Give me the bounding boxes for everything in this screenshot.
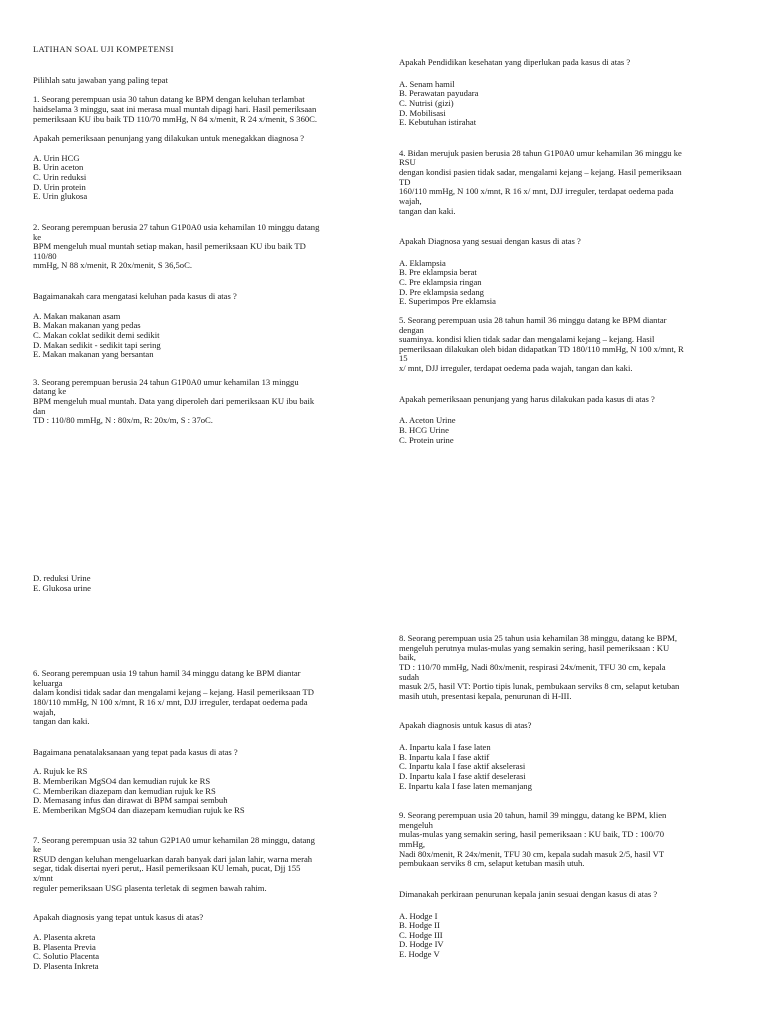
question-text-line: wajah,	[33, 706, 56, 717]
option: C. Hodge III	[399, 929, 443, 940]
question-text-line: baik,	[399, 652, 416, 663]
option: E. Superimpos Pre eklamsia	[399, 296, 496, 307]
question-prompt: Apakah pemeriksaan penunjang yang harus dilakukan pada kasus di atas ?	[399, 393, 655, 404]
question-prompt: Apakah Diagnosa yang sesuai dengan kasus di atas ?	[399, 236, 581, 247]
option: E. Urin glukosa	[33, 191, 88, 202]
option: C. Urin reduksi	[33, 172, 87, 182]
option: A. Urin HCG	[33, 152, 80, 163]
question-text-line: 110/80	[33, 250, 57, 261]
question-prompt: Dimanakah perkiraan penurunan kepala janin sesuai dengan kasus di atas ?	[399, 888, 658, 899]
option: B. Makan makanan yang pedas	[33, 320, 141, 331]
option: D. Plasenta Inkreta	[33, 960, 99, 971]
question-text-line: pemeriksaan KU ibu baik TD 110/70 mmHg, N 84 x/menit, R 24 x/menit, S 360C.	[33, 113, 318, 124]
question-text-line: 1. Seorang perempuan usia 30 tahun datang ke BPM dengan keluhan terlambat	[33, 94, 305, 105]
option: A. Senam hamil	[399, 78, 455, 89]
question-text-line: sudah	[399, 671, 420, 682]
option: C. Makan coklat sedikit demi sedikit	[33, 329, 160, 340]
option: A. Eklampsia	[399, 257, 446, 268]
option: B. Urin aceton	[33, 162, 84, 173]
question-edu	[399, 58, 734, 128]
question-text-line: dengan kondisi pasien tidak sadar, mengalami kejang – kejang. Hasil pemeriksaan	[399, 167, 682, 177]
question-text-line: dan	[33, 405, 46, 416]
question-text-line: tangan dan kaki.	[399, 205, 456, 216]
option: C. Inpartu kala I fase aktif akselerasi	[399, 761, 526, 772]
question-2	[33, 223, 368, 360]
question-text-line: RSUD dengan keluhan mengeluarkan darah banyak dari jalan lahir, warna merah	[33, 853, 313, 864]
question-text-line: 4. Bidan merujuk pasien berusia 28 tahun G1P0A0 umur kehamilan 36 minggu ke	[399, 147, 682, 158]
question-text-line: dalam kondisi tidak sadar dan mengalami kejang – kejang. Hasil pemeriksaan TD	[33, 687, 314, 698]
question-text-line: 160/110 mmHg, N 100 x/mnt, R 16 x/ mnt, DJJ irreguler, terdapat oedema pada	[399, 186, 674, 197]
option: A. Inpartu kala I fase laten	[399, 742, 491, 752]
question-text-line: ke	[33, 231, 42, 242]
question-text-line: mengeluh perutnya mulas-mulas yang semakin sering, hasil pemeriksaan : KU	[399, 642, 670, 653]
option: C. Pre eklampsia ringan	[399, 277, 482, 287]
question-text-line: ke	[33, 844, 42, 855]
option: B. Pre eklampsia berat	[399, 267, 477, 278]
question-text-line: 3. Seorang perempuan berusia 24 tahun G1P0A0 umur kehamilan 13 minggu	[33, 376, 299, 387]
question-prompt: Bagaimana penatalaksanaan yang tepat pada kasus di atas ?	[33, 746, 238, 757]
question-prompt: Bagaimanakah cara mengatasi keluhan pada kasus di atas ?	[33, 291, 237, 301]
option: E. Kebutuhan istirahat	[399, 117, 477, 128]
option: B. Memberikan MgSO4 dan kemudian rujuk ke RS	[33, 776, 211, 786]
question-4	[399, 149, 734, 307]
question-prompt: Apakah diagnosis untuk kasus di atas?	[399, 720, 532, 731]
option: A. Makan makanan asam	[33, 310, 121, 321]
right-column-bottom	[399, 634, 734, 960]
question-text-line: segar, tidak disertai nyeri perut,. Hasil pemeriksaan KU lemah, pucat, Djj 155	[33, 863, 301, 874]
question-7	[33, 836, 368, 972]
question-text-line: BPM mengeluh mual muntah. Data yang diperoleh dari pemeriksaan KU ibu baik	[33, 396, 315, 406]
question-text-line: 7. Seorang perempuan usia 32 tahun G2P1A0 umur kehamilan 28 minggu, datang	[33, 834, 315, 845]
question-text-line: TD	[399, 176, 411, 187]
question-text-line: 9. Seorang perempuan usia 20 tahun, hamil 39 minggu, datang ke BPM, klien	[399, 810, 667, 821]
question-9	[399, 811, 734, 960]
question-text-line: haidselama 3 minggu, saat ini merasa mual muntah dipagi hari. Hasil pemeriksaan	[33, 103, 317, 114]
question-text-line: masuk 2/5, hasil VT: Portio tipis lunak, pembukaan serviks 8 cm, selaput ketuban	[399, 681, 680, 692]
question-text-line: pembukaan serviks 8 cm, selaput ketuban masih utuh.	[399, 858, 585, 869]
option: D. reduksi Urine	[33, 573, 91, 583]
option: D. Hodge IV	[399, 939, 444, 950]
question-1	[33, 95, 368, 202]
option: A. Rujuk ke RS	[33, 766, 88, 777]
option: D. Urin protein	[33, 181, 86, 192]
question-text-line: 180/110 mmHg, N 100 x/mnt, R 16 x/ mnt, DJJ irreguler, terdapat oedema pada	[33, 696, 308, 707]
option: E. Hodge V	[399, 949, 440, 959]
option: E. Inpartu kala I fase laten memanjang	[399, 780, 532, 791]
question-prompt: Apakah Pendidikan kesehatan yang diperlukan pada kasus di atas ?	[399, 57, 631, 67]
option: D. Memasang infus dan dirawat di BPM sampai sembuh	[33, 795, 228, 806]
option: A. Hodge I	[399, 910, 438, 921]
option: C. Memberikan diazepam dan kemudian rujuk ke RS	[33, 785, 216, 796]
question-text-line: RSU	[399, 157, 416, 168]
question-prompt: Apakah pemeriksaan penunjang yang dilakukan untuk menegakkan diagnosa ?	[33, 133, 305, 144]
question-text-line: masih utuh, presentasi kepala, penurunan di H-III.	[399, 690, 572, 701]
option: B. Inpartu kala I fase aktif	[399, 751, 490, 762]
doc-title: LATIHAN SOAL UJI KOMPETENSI	[33, 44, 174, 54]
option: D. Inpartu kala I fase aktif deselerasi	[399, 770, 526, 781]
question-text-line: tangan dan kaki.	[33, 716, 90, 727]
option: C. Protein urine	[399, 434, 454, 445]
question-8	[399, 634, 734, 791]
option: B. Hodge II	[399, 920, 440, 931]
question-text-line: reguler pemeriksaan USG plasenta terletak di segmen bawah rahim.	[33, 882, 267, 893]
question-text-line: Nadi 80x/menit, R 24x/menit, TFU 30 cm, kepala sudah masuk 2/5, hasil VT	[399, 848, 665, 859]
question-text-line: TD : 110/70 mmHg, Nadi 80x/menit, respirasi 24x/menit, TFU 30 cm, kepala	[399, 661, 666, 672]
question-text-line: BPM mengeluh mual muntah setiap makan, hasil pemeriksaan KU ibu baik TD	[33, 241, 306, 252]
option: B. Perawatan payudara	[399, 88, 479, 99]
question-prompt: Apakah diagnosis yang tepat untuk kasus di atas?	[33, 912, 204, 923]
question-text-line: 6. Seorang perempuan usia 19 tahun hamil 34 minggu datang ke BPM diantar	[33, 668, 301, 678]
option: B. HCG Urine	[399, 424, 449, 435]
option: D. Pre eklampsia sedang	[399, 286, 484, 297]
question-text-line: datang ke	[33, 386, 67, 397]
question-text-line: mengeluh	[399, 819, 433, 830]
question-text-line: 5. Seorang perempuan usia 28 tahun hamil 36 minggu datang ke BPM diantar	[399, 314, 667, 325]
option: C. Nutrisi (gizi)	[399, 97, 454, 108]
option: A. Plasenta akreta	[33, 931, 96, 942]
question-text-line: x/ mnt, DJJ irreguler, terdapat oedema pada wajah, tangan dan kaki.	[399, 363, 633, 373]
option: E. Glukosa urine	[33, 582, 91, 593]
question-text-line: x/mnt	[33, 873, 54, 883]
option: A. Aceton Urine	[399, 415, 456, 426]
option: E. Makan makanan yang bersantan	[33, 349, 154, 360]
option: B. Plasenta Previa	[33, 941, 96, 952]
question-text-line: wajah,	[399, 195, 422, 206]
question-text-line: dengan	[399, 324, 424, 335]
question-text-line: suaminya. kondisi klien tidak sadar dan mengalami kejang – kejang. Hasil	[399, 334, 655, 345]
left-column-top	[33, 45, 368, 426]
left-column-bottom	[33, 669, 368, 971]
option: E. Memberikan MgSO4 dan diazepam kemudian rujuk ke RS	[33, 804, 245, 815]
question-3-options-continued	[33, 574, 368, 593]
question-text-line: keluarga	[33, 677, 63, 688]
question-text-line: mulas-mulas yang semakin sering, hasil pemeriksaan : KU baik, TD : 100/70	[399, 829, 665, 840]
question-text-line: TD : 110/80 mmHg, N : 80x/m, R: 20x/m, S : 37oC.	[33, 415, 213, 426]
question-text-line: mmHg, N 88 x/menit, R 20x/menit, S 36,5oC.	[33, 260, 192, 271]
option: D. Mobilisasi	[399, 107, 446, 118]
question-text-line: mmHg,	[399, 839, 426, 849]
question-6	[33, 669, 368, 816]
question-text-line: 8. Seorang perempuan usia 25 tahun usia kehamilan 38 minggu, datang ke BPM,	[399, 633, 678, 643]
question-text-line: pemeriksaan dilakukan oleh bidan didapatkan TD 180/110 mmHg, N 100 x/mnt, R	[399, 343, 684, 354]
option: C. Solutio Placenta	[33, 951, 100, 962]
instruction: Pilihlah satu jawaban yang paling tepat	[33, 74, 168, 85]
question-text-line: 2. Seorang perempuan berusia 27 tahun G1P0A0 usia kehamilan 10 minggu datang	[33, 221, 320, 232]
question-5	[399, 316, 734, 445]
question-3	[33, 378, 368, 426]
right-column-top	[399, 58, 734, 445]
question-text-line: 15	[399, 353, 408, 364]
option: D. Makan sedikit - sedikit tapi sering	[33, 339, 161, 350]
